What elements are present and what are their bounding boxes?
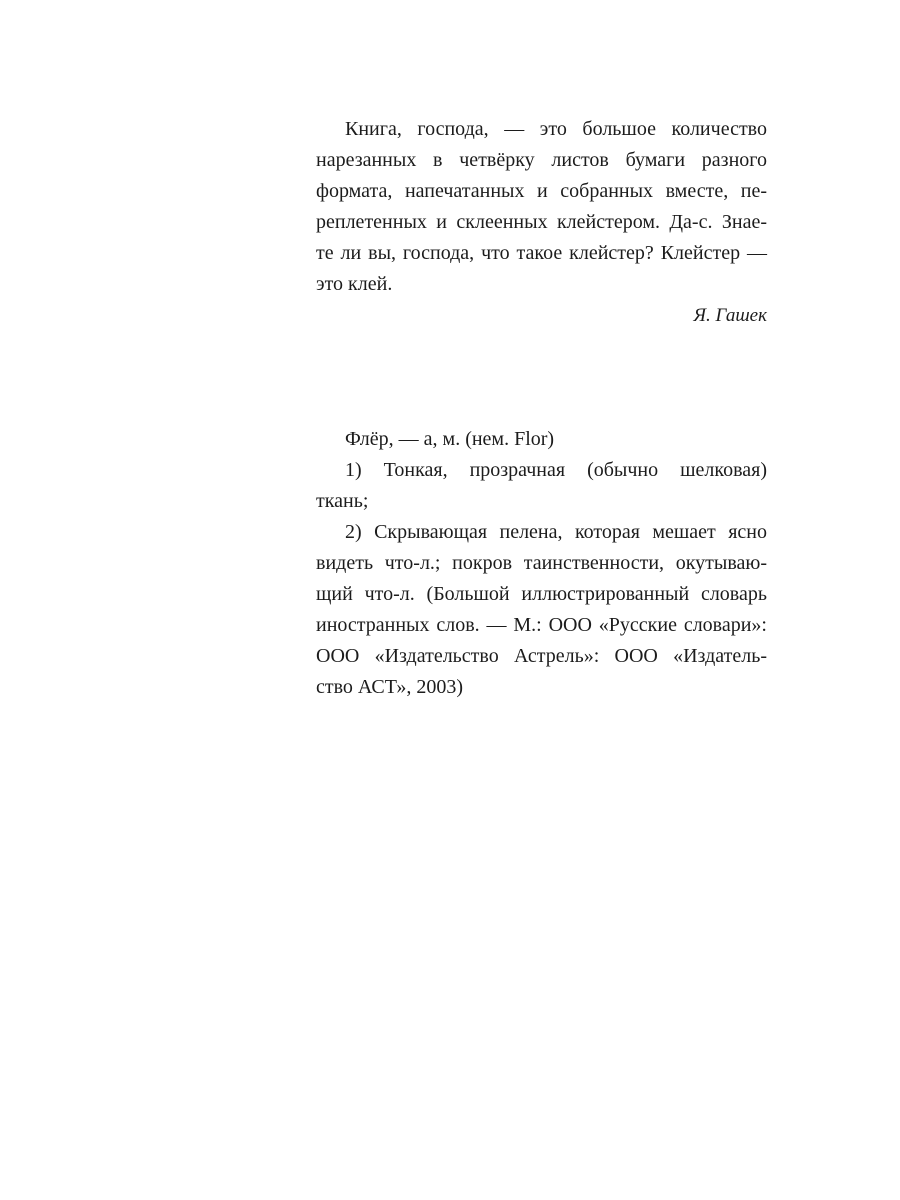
entry-headword-line: Флёр, — а, м. (нем. Flor) — [345, 428, 555, 450]
entry-line: ткань; — [316, 490, 369, 512]
epigraph-line: реплетенных и склеенных клейстером. Да-с. Знае- — [316, 211, 767, 233]
page-content — [316, 114, 767, 703]
entry-line: видеть что-л.; покров таинственности, окутываю- — [316, 552, 767, 574]
entry-line: ство АСТ», 2003) — [316, 676, 464, 698]
dictionary-entry — [316, 424, 767, 703]
entry-line: 1) Тонкая, прозрачная (обычно шелковая) — [345, 459, 767, 481]
epigraph-line: нарезанных в четвёрку листов бумаги разного — [316, 149, 767, 171]
epigraph — [316, 114, 767, 331]
entry-line: 2) Скрывающая пелена, которая мешает ясно — [345, 521, 767, 543]
epigraph-line: это клей. — [316, 273, 393, 295]
epigraph-line: формата, напечатанных и собранных вместе, пе- — [316, 180, 767, 202]
entry-line: ООО «Издательство Астрель»: ООО «Издатель- — [316, 645, 767, 667]
entry-line: щий что-л. (Большой иллюстрированный словарь — [316, 583, 767, 605]
epigraph-author: Я. Гашек — [693, 305, 767, 326]
epigraph-line: Книга, господа, — это большое количество — [345, 118, 767, 140]
entry-line: иностранных слов. — М.: ООО «Русские словари»: — [316, 614, 767, 636]
epigraph-line: те ли вы, господа, что такое клейстер? Клейстер — — [316, 242, 767, 264]
